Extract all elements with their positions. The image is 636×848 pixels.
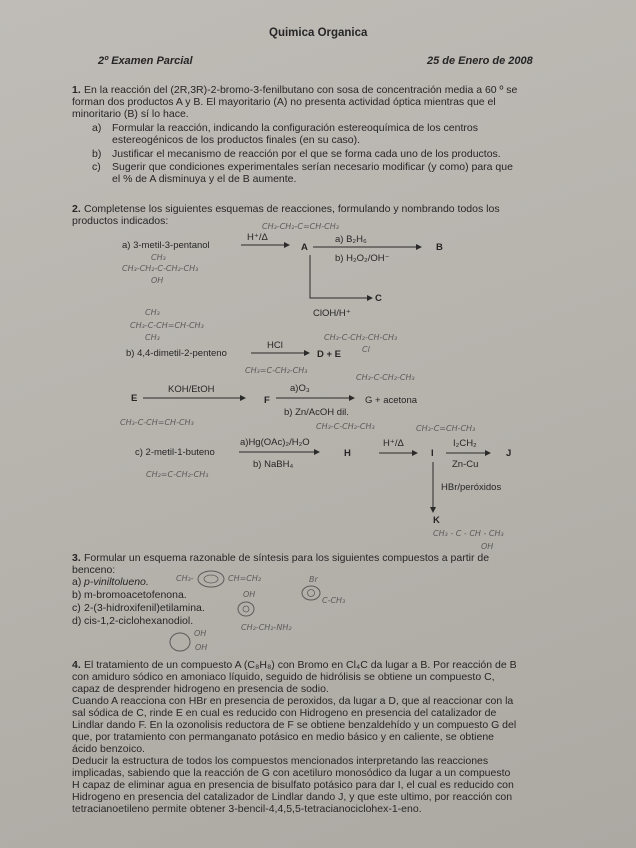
benzene-ring-sketch — [236, 600, 256, 618]
reagent-label: HBr/peróxidos — [441, 482, 502, 493]
reaction-arrow — [378, 448, 418, 458]
statement-line: Cuando A reacciona con HBr en presencia de peroxidos, da lugar a D, que al reaccionar con la — [72, 695, 514, 707]
handwritten-note: OH — [194, 629, 207, 638]
statement-line: Completense los siguientes esquemas de reacciones, formulando y nombrando todos los — [84, 203, 500, 215]
product-c: C — [375, 293, 382, 304]
page-title: Quimica Organica — [269, 27, 368, 39]
reaction-arrow — [275, 393, 355, 403]
reaction-arrow — [305, 255, 375, 305]
product-k: K — [433, 515, 440, 526]
scheme-a-start: a) 3-metil-3-pentanol — [122, 240, 210, 251]
reagent-label: Zn-Cu — [452, 459, 479, 470]
handwritten-note: Br — [309, 575, 318, 584]
reagent-label: a) B₂H₆ — [335, 234, 367, 245]
product-a: A — [301, 242, 308, 253]
statement-line: Hidrogeno en presencia del catalizador de Lindlar dando J, y que este ultimo, por reacción con — [72, 791, 513, 803]
statement-line: capaz de desprender hidrogeno en presencia de sodio. — [72, 683, 329, 695]
handwritten-note: OH — [195, 643, 208, 652]
handwritten-note: OH — [151, 276, 164, 285]
reaction-arrow — [142, 393, 247, 403]
handwritten-note: CH₃=C-CH₂-CH₃ — [245, 366, 308, 375]
handwritten-note: CH=CH₂ — [228, 574, 262, 583]
statement-line: H capaz de eliminar agua en presencia de bisulfato potásico para dar I, el cual es reducido con — [72, 779, 514, 791]
item-text: Justificar el mecanismo de reacción por el que se forma cada uno de los productos. — [112, 148, 501, 160]
statement-line: Deducir la estructura de todos los compuestos mencionados interpretando las reacciones — [72, 755, 489, 767]
statement-line: tetracianoetileno permite obtener 3-bencil-4,4,5,5-tetracianociclohex-1-eno. — [72, 803, 422, 815]
handwritten-note: CH₃-C-CH₂-CH₃ — [356, 373, 415, 382]
item-label: a) — [92, 122, 102, 134]
exam-date: 25 de Enero de 2008 — [427, 55, 533, 67]
item-label: c) — [92, 161, 101, 173]
scheme-b-start: b) 4,4-dimetil-2-penteno — [126, 348, 227, 359]
handwritten-note: OH — [243, 590, 256, 599]
handwritten-note: CH₃ - C - CH - CH₃ — [433, 529, 504, 538]
reagent-label: b) H₂O₂/OH⁻ — [335, 253, 390, 264]
statement-line: Lindlar dando F. En la ozonolisis reductora de F se obtiene benzaldehído y un compuesto G del — [72, 719, 517, 731]
statement-line: implicadas, sabiendo que la reacción de G con acetiluro monosódico da lugar a un compuesto — [72, 767, 511, 779]
reagent-label: ClOH/H⁺ — [313, 308, 351, 319]
reagent-label: KOH/EtOH — [168, 384, 215, 395]
item-label: c) — [72, 602, 81, 614]
handwritten-note: CH₃-C-CH=CH-CH₃ — [120, 418, 194, 427]
statement-line: benceno: — [72, 564, 116, 576]
handwritten-note: CH₂=C-CH₂-CH₃ — [146, 470, 209, 479]
statement-line: El tratamiento de un compuesto A (C₈H₈) con Bromo en Cl₄C da lugar a B. Por reacción de B — [84, 659, 517, 671]
reagent-label: H⁺/Δ — [383, 438, 404, 449]
item-text: 2-(3-hidroxifenil)etilamina. — [84, 602, 205, 614]
reaction-arrow — [238, 447, 320, 457]
product-b: B — [436, 242, 443, 253]
products-d-e: D + E — [317, 349, 342, 360]
statement-line: ácido benzoico. — [72, 743, 145, 755]
cyclohexane-sketch — [168, 630, 194, 654]
item-text: p-viniltolueno. — [84, 576, 149, 588]
handwritten-note: CH₃ — [151, 253, 166, 262]
e-label: E — [131, 393, 138, 404]
reaction-arrow — [240, 240, 290, 250]
item-label: d) — [72, 615, 82, 627]
question-number: 3. — [72, 552, 81, 564]
handwritten-note: C-CH₃ — [322, 596, 346, 605]
question-number: 1. — [72, 84, 81, 96]
reagent-label: H⁺/Δ — [247, 232, 268, 243]
handwritten-note: CH₂-CH₂-NH₂ — [241, 623, 292, 632]
reaction-arrow — [250, 348, 310, 358]
statement-line: que, por tratamiento con permanganato potásico en medio básico y en caliente, se obtiene — [72, 731, 495, 743]
product-g: G + acetona — [365, 395, 418, 406]
statement-line: sal sódica de C, rinde E en cual es reducido con Hidrogeno en presencia del catalizador de — [72, 707, 497, 719]
statement-line: En la reacción del (2R,3R)-2-bromo-3-fenilbutano con sosa de concentración media a 60 º se — [84, 84, 518, 96]
reaction-arrow — [428, 462, 438, 514]
handwritten-note: CH₃ — [145, 308, 160, 317]
handwritten-note: OH — [481, 542, 494, 551]
product-f: F — [264, 395, 270, 406]
statement-line: minoritario (B) sí lo hace. — [72, 108, 189, 120]
item-text: m-bromoacetofenona. — [84, 589, 187, 601]
handwritten-note: CH₃-C-CH=CH-CH₃ — [130, 321, 204, 330]
product-j: J — [506, 448, 512, 459]
item-label: b) — [72, 589, 82, 601]
handwritten-note: CH₃-CH₂-C-CH₂-CH₃ — [122, 264, 199, 273]
item-text: el % de A disminuya y el de B aumente. — [112, 173, 297, 185]
reagent-label: a)Hg(OAc)₂/H₂O — [240, 437, 310, 448]
handwritten-note: CH₃-C-CH₂-CH-CH₃ — [324, 333, 398, 342]
statement-line: forman dos productos A y B. El mayoritario (A) no presenta actividad óptica mientras que el — [72, 96, 496, 108]
item-text: estereogénicos de los productos finales (en su caso). — [112, 134, 361, 146]
reagent-label: a)O₃ — [290, 383, 310, 394]
scheme-c-start: c) 2-metil-1-buteno — [135, 447, 215, 458]
reagent-label: b) Zn/AcOH dil. — [284, 407, 349, 418]
benzene-ring-sketch — [300, 584, 322, 602]
item-label: b) — [92, 148, 102, 160]
benzene-ring-sketch — [196, 568, 226, 590]
item-text: Formular la reacción, indicando la configuración estereoquímica de los centros — [112, 122, 478, 134]
reagent-label: I₂CH₂ — [453, 438, 477, 449]
reagent-label: HCl — [267, 340, 283, 351]
handwritten-note: CH₃-C-CH₂-CH₃ — [316, 422, 375, 431]
handwritten-note: Cl — [362, 345, 370, 354]
question-number: 4. — [72, 659, 81, 671]
statement-line: Formular un esquema razonable de síntesis para los siguientes compuestos a partir de — [84, 552, 490, 564]
product-i: I — [431, 448, 434, 459]
handwritten-note: CH₃ — [145, 333, 160, 342]
question-number: 2. — [72, 203, 81, 215]
item-text: Sugerir que condiciones experimentales serían necesario modificar (y como) para que — [112, 161, 513, 173]
item-label: a) — [72, 576, 82, 588]
product-h: H — [344, 448, 351, 459]
reagent-label: b) NaBH₄ — [253, 459, 294, 470]
exam-name: 2º Examen Parcial — [98, 55, 193, 67]
statement-line: con amiduro sódico en amoniaco líquido, seguido de hidrólisis se obtiene un compuesto C, — [72, 671, 495, 683]
handwritten-note: CH₃- — [176, 574, 194, 583]
item-text: cis-1,2-ciclohexanodiol. — [84, 615, 194, 627]
handwritten-note: CH₃-C=CH-CH₃ — [416, 424, 476, 433]
reaction-arrow — [445, 448, 491, 458]
handwritten-note: CH₃-CH₂-C=CH-CH₃ — [262, 222, 339, 231]
statement-line: productos indicados: — [72, 215, 169, 227]
